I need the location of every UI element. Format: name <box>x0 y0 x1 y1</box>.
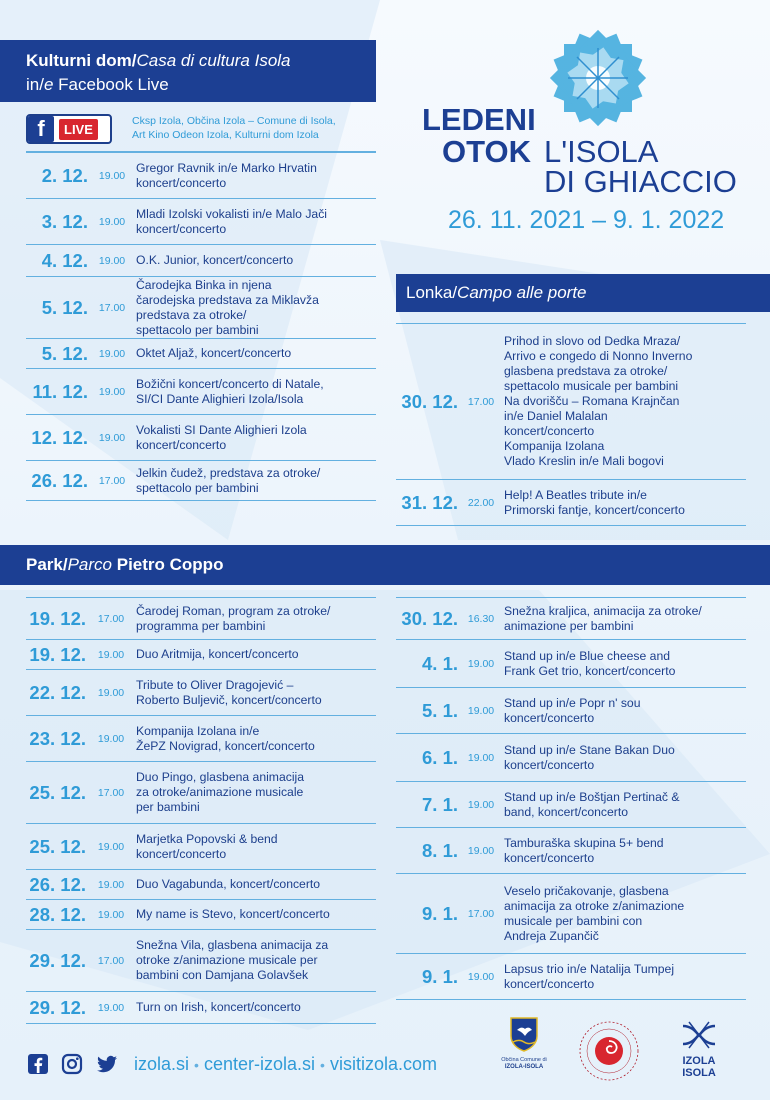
twitter-icon[interactable] <box>95 1052 119 1076</box>
event-line: koncert/concerto <box>136 175 227 190</box>
event-line: Tribute to Oliver Dragojević – <box>136 677 294 692</box>
event-date: 5. 12. <box>41 296 88 318</box>
event-line: koncert/concerto <box>136 221 227 236</box>
event-description <box>136 278 319 338</box>
event-row <box>26 277 376 339</box>
event-line: čarodejska predstava za Miklavža <box>136 292 319 307</box>
event-time: 19.00 <box>467 751 495 764</box>
event-line: ŽePZ Novigrad, koncert/concerto <box>136 738 315 753</box>
facebook-live-row <box>26 112 376 152</box>
event-row <box>26 992 376 1024</box>
event-row <box>396 874 746 954</box>
event-line: koncert/concerto <box>504 850 595 865</box>
website-link-center-izola[interactable]: center-izola.si <box>203 1054 316 1074</box>
event-time: 19.00 <box>98 385 126 398</box>
event-line: za otroke/animazione musicale <box>136 785 304 799</box>
event-date: 8. 1. <box>422 839 458 861</box>
event-date: 25. 12. <box>29 835 86 857</box>
event-date: 29. 12. <box>29 996 86 1018</box>
event-date: 3. 12. <box>41 210 88 232</box>
event-description <box>136 770 304 815</box>
park-header: Park/Parco Pietro Coppo <box>0 545 770 585</box>
event-time: 19.00 <box>98 215 126 228</box>
event-description <box>136 647 299 662</box>
municipality-crest-logo: Občina Comune di IZOLA-ISOLA <box>494 1016 554 1080</box>
event-row <box>396 324 746 480</box>
event-line: O.K. Junior, koncert/concerto <box>136 253 294 267</box>
event-description <box>504 836 664 866</box>
event-line: Prihod in slovo od Dedka Mraza/ <box>504 334 681 348</box>
event-description <box>504 696 641 726</box>
event-line: koncert/concerto <box>504 424 595 438</box>
event-time: 17.00 <box>98 474 126 487</box>
event-time: 19.00 <box>97 908 125 921</box>
event-line: Snežna kraljica, animacija za otroke/ <box>504 603 702 618</box>
event-row <box>26 640 376 670</box>
event-line: bambini con Damjana Golavšek <box>136 968 309 982</box>
partners-text: Cksp Izola, Občina Izola – Comune di Isola, Art Kino Odeon Izola, Kulturni dom Izola <box>132 115 336 141</box>
event-description <box>504 649 675 679</box>
event-time: 17.00 <box>467 907 495 920</box>
event-time: 17.00 <box>97 612 125 625</box>
event-line: koncert/concerto <box>504 757 595 772</box>
event-description <box>136 832 278 862</box>
event-line: Snežna Vila, glasbena animacija za <box>136 938 329 952</box>
event-description <box>136 938 328 983</box>
event-line: Stand up in/e Stane Bakan Duo <box>504 742 675 757</box>
event-line: animacija za otroke z/animazione <box>504 898 685 913</box>
event-line: musicale per bambini con <box>504 913 643 928</box>
event-line: Oktet Aljaž, koncert/concerto <box>136 346 292 360</box>
event-row <box>26 153 376 199</box>
event-row <box>396 480 746 526</box>
event-line: Vlado Kreslin in/e Mali bogovi <box>504 454 664 468</box>
event-row <box>26 900 376 930</box>
event-date: 5. 1. <box>422 699 458 721</box>
event-date: 4. 1. <box>422 652 458 674</box>
event-description <box>136 377 324 407</box>
event-date: 29. 12. <box>29 949 86 971</box>
event-date: 4. 12. <box>41 249 88 271</box>
event-line: spettacolo per bambini <box>136 480 259 495</box>
event-description <box>504 604 702 634</box>
event-time: 19.00 <box>467 844 495 857</box>
website-link-izola[interactable]: izola.si <box>134 1054 190 1074</box>
event-description <box>504 962 674 992</box>
event-line: Duo Vagabunda, koncert/concerto <box>136 877 321 891</box>
event-time: 19.00 <box>97 686 125 699</box>
facebook-icon: f <box>28 116 54 142</box>
event-description <box>136 423 307 453</box>
event-date: 25. 12. <box>29 781 86 803</box>
event-row <box>396 598 746 640</box>
divider <box>26 597 376 598</box>
facebook-icon[interactable] <box>26 1052 50 1076</box>
event-line: My name is Stevo, koncert/concerto <box>136 907 330 921</box>
event-date: 9. 1. <box>422 902 458 924</box>
event-row <box>396 782 746 828</box>
event-line: spettacolo per bambini <box>136 322 259 337</box>
event-date: 30. 12. <box>401 390 458 412</box>
event-line: Čarodej Roman, program za otroke/ <box>136 603 331 618</box>
event-line: koncert/concerto <box>504 976 595 991</box>
event-line: Turn on Irish, koncert/concerto <box>136 1000 301 1014</box>
event-line: Frank Get trio, koncert/concerto <box>504 663 676 678</box>
event-date: 11. 12. <box>32 380 88 402</box>
event-row <box>396 640 746 688</box>
event-time: 19.00 <box>97 1001 125 1014</box>
event-line: per bambini <box>136 800 200 814</box>
event-description <box>504 334 692 469</box>
snowflake-logo <box>538 18 658 138</box>
event-date: 5. 12. <box>41 342 88 364</box>
event-time: 17.00 <box>467 395 495 408</box>
event-row <box>26 339 376 369</box>
event-time: 19.00 <box>97 732 125 745</box>
event-line: Mladi Izolski vokalisti in/e Malo Jači <box>136 206 328 221</box>
event-line: Roberto Buljevič, koncert/concerto <box>136 692 322 707</box>
facebook-live-badge <box>26 114 112 144</box>
event-line: koncert/concerto <box>136 437 227 452</box>
event-description <box>504 743 675 773</box>
cultural-center-stamp-logo <box>578 1020 640 1082</box>
event-date: 26. 12. <box>31 469 88 491</box>
event-line: animazione per bambini <box>504 618 634 633</box>
event-date: 19. 12. <box>29 643 86 665</box>
event-date: 19. 12. <box>29 607 86 629</box>
event-line: Veselo pričakovanje, glasbena <box>504 883 669 898</box>
event-line: Stand up in/e Blue cheese and <box>504 648 671 663</box>
izola-isola-logo: IZOLA ISOLA <box>676 1020 722 1079</box>
divider <box>396 323 746 324</box>
event-line: band, koncert/concerto <box>504 804 628 819</box>
event-line: koncert/concerto <box>136 846 227 861</box>
event-description <box>136 877 320 892</box>
brand-word-di-ghiaccio: DI GHIACCIO <box>544 164 737 199</box>
event-line: Kompanija Izolana <box>504 439 605 453</box>
instagram-icon[interactable] <box>60 1052 84 1076</box>
event-date: 31. 12. <box>401 491 458 513</box>
event-description <box>136 907 330 922</box>
event-row <box>26 930 376 992</box>
event-line: Stand up in/e Popr n' sou <box>504 695 641 710</box>
brand-word-ledeni: LEDENI <box>422 102 536 137</box>
event-time: 19.00 <box>98 169 126 182</box>
event-line: Gregor Ravnik in/e Marko Hrvatin <box>136 160 317 175</box>
event-line: koncert/concerto <box>504 710 595 725</box>
brand-word-otok: OTOK <box>442 134 531 169</box>
event-line: programma per bambini <box>136 618 266 633</box>
event-line: Na dvorišču – Romana Krajnčan <box>504 394 680 408</box>
event-time: 17.00 <box>97 954 125 967</box>
event-time: 17.00 <box>98 301 126 314</box>
event-line: Help! A Beatles tribute in/e <box>504 487 647 502</box>
event-line: Andreja Zupančič <box>504 928 599 943</box>
event-line: Primorski fantje, koncert/concerto <box>504 502 685 517</box>
event-description <box>136 1000 301 1015</box>
event-line: Lapsus trio in/e Natalija Tumpej <box>504 961 675 976</box>
event-time: 19.00 <box>98 431 126 444</box>
event-date: 28. 12. <box>29 903 86 925</box>
event-date: 6. 1. <box>422 746 458 768</box>
event-line: SI/CI Dante Alighieri Izola/Isola <box>136 391 304 406</box>
event-description <box>504 488 685 518</box>
event-line: Duo Pingo, glasbena animacija <box>136 770 305 784</box>
event-row <box>26 762 376 824</box>
event-line: predstava za otroke/ <box>136 307 247 322</box>
event-time: 19.00 <box>467 657 495 670</box>
event-time: 19.00 <box>97 878 125 891</box>
event-time: 19.00 <box>98 347 126 360</box>
event-line: in/e Daniel Malalan <box>504 409 608 423</box>
event-description <box>136 346 291 361</box>
event-date: 2. 12. <box>41 164 88 186</box>
event-description <box>136 678 322 708</box>
event-row <box>26 369 376 415</box>
kulturni-dom-header: Kulturni dom/Casa di cultura Isola in/e Facebook Live <box>0 40 376 102</box>
event-line: Stand up in/e Boštjan Pertinač & <box>504 789 680 804</box>
event-time: 19.00 <box>467 704 495 717</box>
event-description <box>504 790 679 820</box>
event-date: 30. 12. <box>401 607 458 629</box>
event-date: 23. 12. <box>29 727 86 749</box>
divider <box>26 152 376 153</box>
event-description <box>136 207 327 237</box>
event-line: Božični koncert/concerto di Natale, <box>136 376 324 391</box>
event-row <box>396 954 746 1000</box>
event-row <box>26 415 376 461</box>
event-description <box>136 466 320 496</box>
event-time: 16.30 <box>467 612 495 625</box>
event-date: 12. 12. <box>31 426 88 448</box>
event-row <box>26 598 376 640</box>
event-row <box>26 461 376 501</box>
event-description <box>136 253 293 268</box>
event-line: Tamburaška skupina 5+ bend <box>504 835 664 850</box>
event-date: 26. 12. <box>29 873 86 895</box>
festival-dates: 26. 11. 2021 – 9. 1. 2022 <box>448 206 725 234</box>
event-description <box>136 604 330 634</box>
event-row <box>396 828 746 874</box>
event-line: Marjetka Popovski & bend <box>136 831 278 846</box>
fish-icon <box>681 1020 717 1050</box>
event-description <box>136 161 317 191</box>
event-description <box>136 724 315 754</box>
event-line: Duo Aritmija, koncert/concerto <box>136 647 299 661</box>
event-line: Kompanija Izolana in/e <box>136 723 260 738</box>
event-line: Vokalisti SI Dante Alighieri Izola <box>136 422 307 437</box>
event-time: 22.00 <box>467 496 495 509</box>
event-time: 17.00 <box>97 786 125 799</box>
lonka-header: Lonka/Campo alle porte <box>396 274 770 312</box>
event-line: spettacolo musicale per bambini <box>504 379 679 393</box>
event-time: 19.00 <box>98 254 126 267</box>
event-row <box>26 199 376 245</box>
footer-websites: izola.si • center-izola.si • visitizola.com <box>134 1054 437 1074</box>
event-row <box>396 688 746 734</box>
event-row <box>26 716 376 762</box>
event-line: otroke z/animazione musicale per <box>136 953 318 967</box>
divider <box>396 597 746 598</box>
event-time: 19.00 <box>97 648 125 661</box>
crest-icon <box>509 1016 539 1052</box>
event-date: 22. 12. <box>29 681 86 703</box>
event-row <box>26 824 376 870</box>
event-description <box>504 884 684 944</box>
event-line: Arrivo e congedo di Nonno Inverno <box>504 349 693 363</box>
event-row <box>26 870 376 900</box>
event-date: 9. 1. <box>422 965 458 987</box>
live-label: LIVE <box>59 119 98 140</box>
website-link-visitizola[interactable]: visitizola.com <box>329 1054 437 1074</box>
event-row <box>26 245 376 277</box>
event-date: 7. 1. <box>422 793 458 815</box>
event-row <box>396 734 746 782</box>
event-line: Čarodejka Binka in njena <box>136 277 272 292</box>
brand-word-lisola: L'ISOLA <box>544 134 659 169</box>
event-row <box>26 670 376 716</box>
event-time: 19.00 <box>467 798 495 811</box>
event-time: 19.00 <box>467 970 495 983</box>
event-time: 19.00 <box>97 840 125 853</box>
event-line: Jelkin čudež, predstava za otroke/ <box>136 465 321 480</box>
event-line: glasbena predstava za otroke/ <box>504 364 668 378</box>
